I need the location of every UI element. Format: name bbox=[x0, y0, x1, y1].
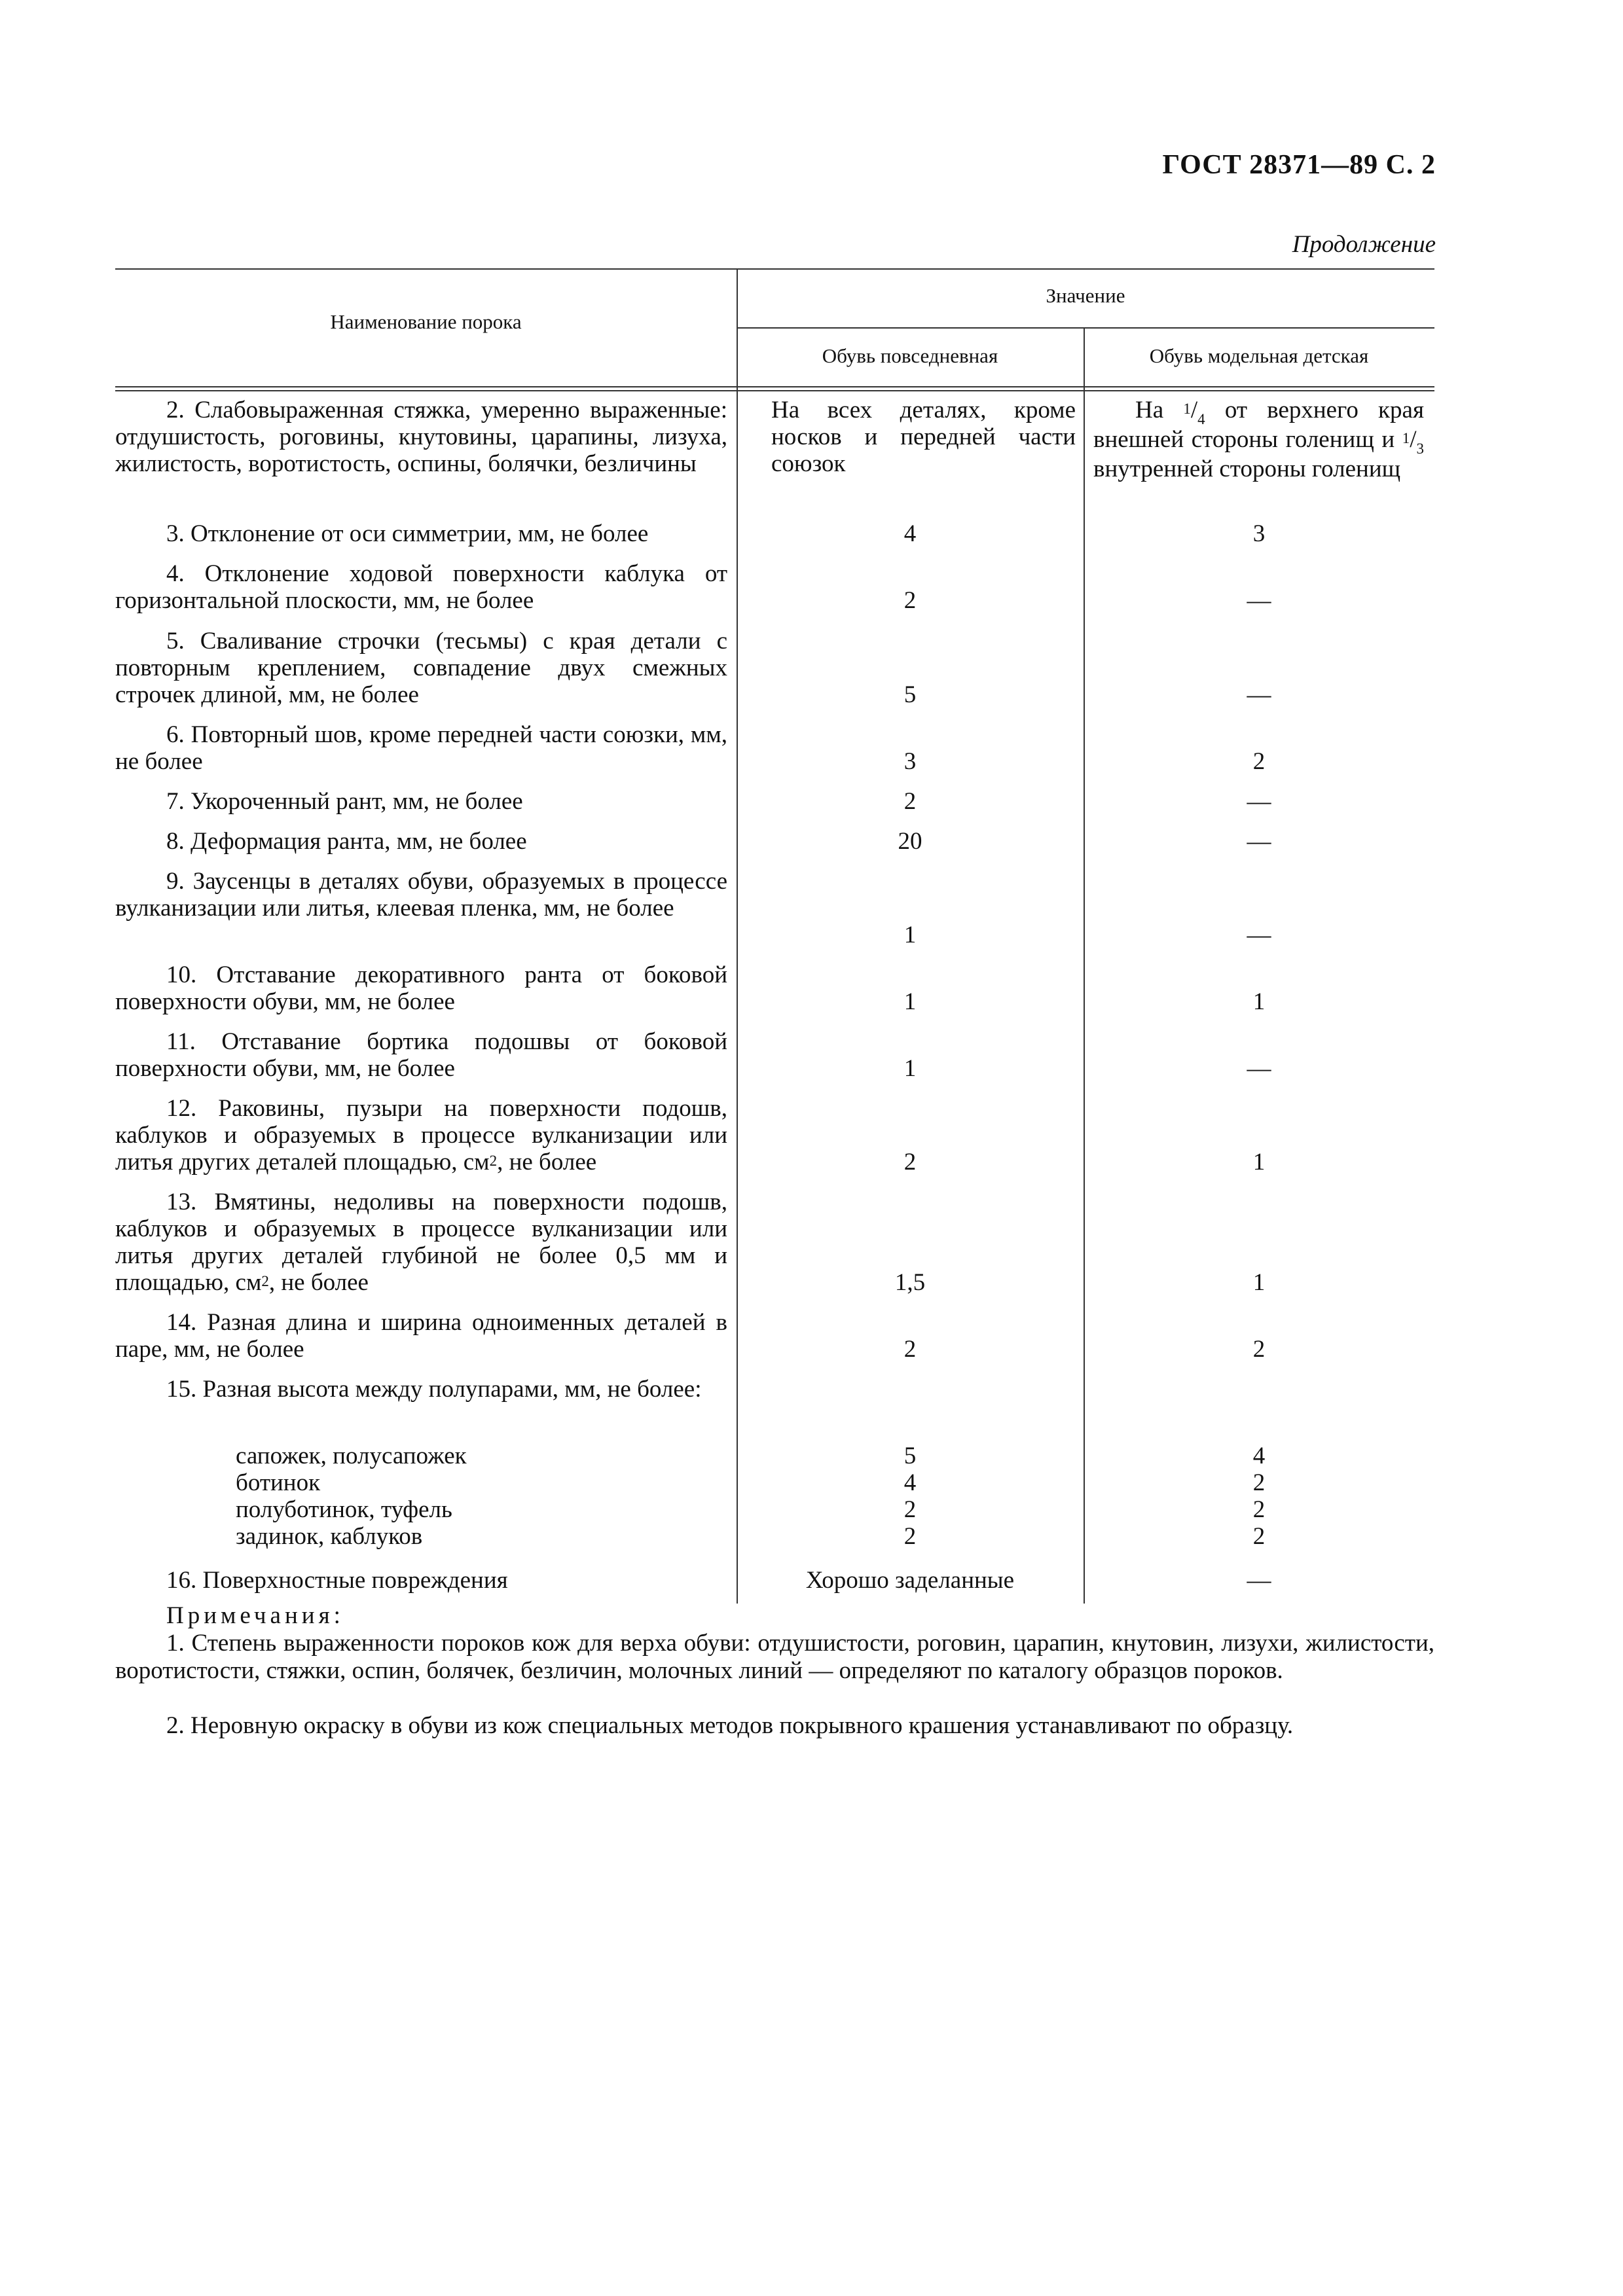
header-bottom-rule bbox=[115, 386, 1434, 387]
note-1: 1. Степень выраженности пороков кож для верха обуви: отдушистости, роговин, царапин, кнутовин, лизухи, жилистости, воротистости, стяжки, оспин, болячек, безличин, молочных линий — определяют по каталогу образцов пороков. bbox=[115, 1630, 1434, 1684]
continuation-label: Продолжение bbox=[1292, 231, 1436, 258]
table-row-15-sub-2-model: 2 bbox=[1252, 1469, 1266, 1496]
table-row-8-model: — bbox=[1247, 828, 1271, 855]
table-row-15-sub-2-daily: 4 bbox=[903, 1469, 917, 1496]
table-row-10-daily: 1 bbox=[903, 988, 917, 1015]
header-bottom-rule-2 bbox=[115, 390, 1434, 391]
table-row-14-daily: 2 bbox=[903, 1336, 917, 1363]
header-mid-rule bbox=[737, 327, 1434, 329]
column-divider-2 bbox=[1084, 327, 1085, 1604]
table-row-11-name: 11. Отставание бортика подошвы от боковой поверхности обуви, мм, не более bbox=[115, 1028, 727, 1082]
table-row-12-daily: 2 bbox=[903, 1149, 917, 1175]
table-row-4-name: 4. Отклонение ходовой поверхности каблука от горизонтальной плоскости, мм, не более bbox=[115, 560, 727, 614]
table-row-15-name: 15. Разная высота между полупарами, мм, не более: bbox=[166, 1376, 702, 1403]
header-defect-name: Наименование порока bbox=[330, 310, 522, 333]
table-row-11-daily: 1 bbox=[903, 1055, 917, 1082]
table-row-3-model: 3 bbox=[1252, 520, 1266, 547]
table-row-8-daily: 20 bbox=[898, 828, 922, 855]
header-daily-footwear: Обувь повседневная bbox=[822, 344, 998, 367]
table-row-9-name: 9. Заусенцы в деталях обуви, образуемых в процессе вулканизации или литья, клеевая пленка, мм, не более bbox=[115, 868, 727, 922]
header-model-children: Обувь модельная детская bbox=[1149, 344, 1369, 367]
table-row-15-sub-4-name: задинок, каблуков bbox=[236, 1523, 423, 1550]
table-row-6-daily: 3 bbox=[903, 748, 917, 775]
table-row-2-model: На $^1/_4$ от верхнего края внешней стороны голенищ и $^1/_3$ внутренней стороны голенищ bbox=[1093, 397, 1424, 482]
table-row-15-sub-1-daily: 5 bbox=[903, 1443, 917, 1469]
header-value: Значение bbox=[1046, 284, 1125, 307]
table-row-14-model: 2 bbox=[1252, 1336, 1266, 1363]
table-top-rule bbox=[115, 268, 1434, 270]
table-row-7-model: — bbox=[1247, 788, 1271, 815]
table-row-9-model: — bbox=[1247, 922, 1271, 948]
table-row-15-sub-3-name: полуботинок, туфель bbox=[236, 1496, 452, 1523]
table-row-15-sub-4-model: 2 bbox=[1252, 1523, 1266, 1550]
note-2: 2. Неровную окраску в обуви из кож специальных методов покрывного крашения устанавливают по образцу. bbox=[166, 1712, 1294, 1739]
table-row-6-model: 2 bbox=[1252, 748, 1266, 775]
table-row-4-model: — bbox=[1247, 587, 1271, 614]
table-row-15-sub-4-daily: 2 bbox=[903, 1523, 917, 1550]
table-row-3-name: 3. Отклонение от оси симметрии, мм, не более bbox=[166, 520, 649, 547]
table-row-9-daily: 1 bbox=[903, 922, 917, 948]
table-row-13-daily: 1,5 bbox=[894, 1269, 926, 1296]
table-row-10-name: 10. Отставание декоративного ранта от боковой поверхности обуви, мм, не более bbox=[115, 961, 727, 1015]
table-row-12-model: 1 bbox=[1252, 1149, 1266, 1175]
table-row-4-daily: 2 bbox=[903, 587, 917, 614]
table-row-2-name: 2. Слабовыраженная стяжка, умеренно выраженные: отдушистость, роговины, кнутовины, царапины, лизуха, жилистость, воротистость, оспины, болячки, безличины bbox=[115, 397, 727, 477]
table-row-16-name: 16. Поверхностные повреждения bbox=[166, 1567, 508, 1594]
table-row-15-sub-3-daily: 2 bbox=[903, 1496, 917, 1523]
table-row-5-model: — bbox=[1247, 681, 1271, 708]
table-row-5-daily: 5 bbox=[903, 681, 917, 708]
table-row-15-sub-2-name: ботинок bbox=[236, 1469, 321, 1496]
table-row-8-name: 8. Деформация ранта, мм, не более bbox=[166, 828, 527, 855]
table-row-16-daily: Хорошо заделанные bbox=[805, 1567, 1015, 1594]
table-row-13-model: 1 bbox=[1252, 1269, 1266, 1296]
document-code: ГОСТ 28371—89 С. 2 bbox=[1162, 150, 1436, 180]
table-row-6-name: 6. Повторный шов, кроме передней части союзки, мм, не более bbox=[115, 721, 727, 775]
table-row-5-name: 5. Сваливание строчки (тесьмы) с края детали с повторным креплением, совпадение двух смежных строчек длиной, мм, не более bbox=[115, 628, 727, 708]
table-row-15-sub-3-model: 2 bbox=[1252, 1496, 1266, 1523]
table-row-16-model: — bbox=[1247, 1567, 1271, 1594]
table-row-15-sub-1-name: сапожек, полусапожек bbox=[236, 1443, 467, 1469]
table-row-14-name: 14. Разная длина и ширина одноименных деталей в паре, мм, не более bbox=[115, 1309, 727, 1363]
table-row-11-model: — bbox=[1247, 1055, 1271, 1082]
table-row-3-daily: 4 bbox=[903, 520, 917, 547]
table-row-12-name: 12. Раковины, пузыри на поверхности подошв, каблуков и образуемых в процессе вулканизации или литья других деталей площадью, $см^2$, не более bbox=[115, 1095, 727, 1175]
table-row-7-name: 7. Укороченный рант, мм, не более bbox=[166, 788, 523, 815]
table-row-7-daily: 2 bbox=[903, 788, 917, 815]
table-row-10-model: 1 bbox=[1252, 988, 1266, 1015]
table-row-15-sub-1-model: 4 bbox=[1252, 1443, 1266, 1469]
table-row-13-name: 13. Вмятины, недоливы на поверхности подошв, каблуков и образуемых в процессе вулканизации или литья других деталей глубиной не более 0,5 мм и площадью, $см^2$, не более bbox=[115, 1189, 727, 1296]
notes-title: Примечания: bbox=[166, 1602, 344, 1629]
table-row-2-daily: На всех деталях, кроме носков и передней части союзок bbox=[771, 397, 1076, 477]
